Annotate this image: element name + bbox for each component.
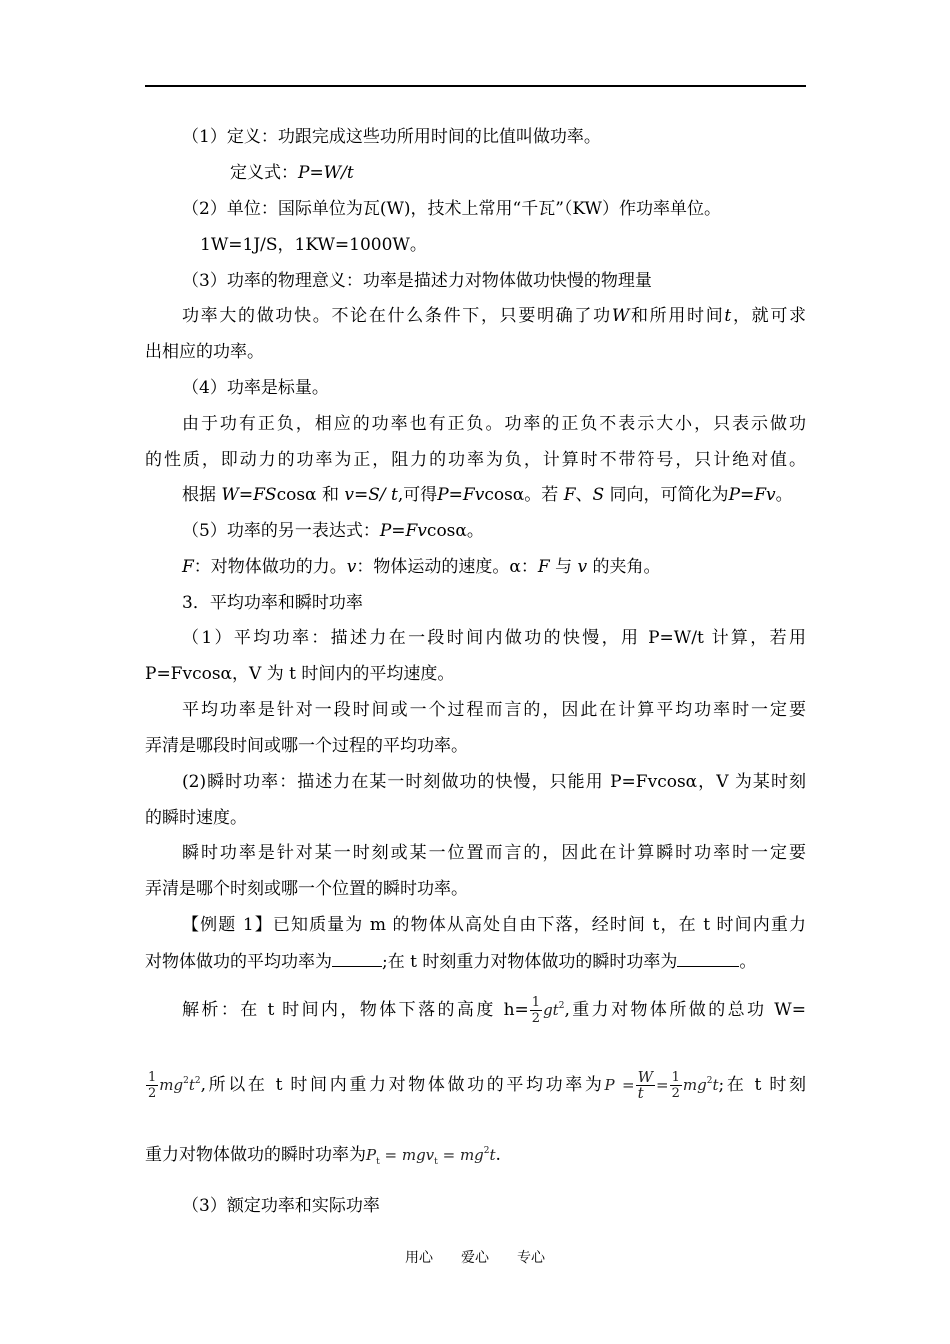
fraction-w-over-t: $\frac{W}{t}$ — [637, 1068, 654, 1102]
page-footer: 用心 爱心 专心 — [405, 1250, 545, 1266]
para-average-2: P=Fvcosα，V 为 t 时间内的平均速度。 — [145, 664, 455, 684]
para-unit: （2）单位：国际单位为瓦(W)，技术上常用“千瓦”（KW）作功率单位。 — [182, 199, 722, 219]
example-1-solution-2: $\frac{1}{2}$ $mg^2t^2$,所以在 t 时间内重力对物体做功的平均功率为P = $\frac{W}{t}$ = $\frac{1}{2}$ $mg^2t$;在 t 时刻 — [148, 1068, 806, 1102]
fraction-half: $\frac{1}{2}$ — [148, 1070, 157, 1101]
para-average-4: 弄清是哪段时间或哪一个过程的平均功率。 — [145, 736, 468, 756]
instant-power-formula: $P_t = mgv_t = mg^2t$ — [366, 1146, 496, 1167]
para-power-explain-2: 出相应的功率。 — [145, 342, 264, 362]
fraction-half: $\frac{1}{2}$ — [671, 1070, 680, 1101]
example-1-question-1: 【例题 1】已知质量为 m 的物体从高处自由下落，经时间 t，在 t 时间内重力 — [182, 915, 806, 935]
section-rated-power: （3）额定功率和实际功率 — [182, 1196, 380, 1216]
para-definition: （1）定义：功跟完成这些功所用时间的比值叫做功率。 — [182, 127, 601, 147]
para-power-explain-1: 功率大的做功快。不论在什么条件下，只要明确了功W和所用时间t，就可求 — [182, 306, 807, 326]
para-instant-3: 瞬时功率是针对某一时刻或某一位置而言的，因此在计算瞬时功率时一定要 — [182, 843, 806, 863]
fraction-half: $\frac{1}{2}$ — [531, 995, 541, 1026]
para-instant-4: 弄清是哪个时刻或哪一个位置的瞬时功率。 — [145, 879, 468, 899]
example-1-solution-3: 重力对物体做功的瞬时功率为$P_t = mgv_t = mg^2t$. — [145, 1145, 501, 1167]
para-average-1: （1）平均功率：描述力在一段时间内做功的快慢，用 P=W/t 计算，若用 — [182, 628, 806, 648]
para-scalar: （4）功率是标量。 — [182, 378, 329, 398]
para-sign-2: 的性质，即动力的功率为正，阻力的功率为负，计算时不带符号，只计绝对值。 — [145, 450, 806, 470]
example-1-solution-1: 解析：在 t 时间内，物体下落的高度 h= $\frac{1}{2}$ $gt^2$,重力对物体所做的总功 W= — [182, 995, 806, 1026]
para-unit-conversion: 1W=1J/S，1KW=1000W。 — [200, 235, 427, 255]
para-definition-formula: 定义式：P=W/t — [230, 163, 354, 183]
para-physical-meaning: （3）功率的物理意义：功率是描述力对物体做功快慢的物理量 — [182, 271, 652, 291]
para-alt-expression: （5）功率的另一表达式：P=Fvcosα。 — [182, 521, 484, 541]
header-rule — [145, 85, 806, 87]
para-average-3: 平均功率是针对一段时间或一个过程而言的，因此在计算平均功率时一定要 — [182, 700, 806, 720]
para-instant-1: (2)瞬时功率：描述力在某一时刻做功的快慢，只能用 P=Fvcosα，V 为某时刻 — [182, 772, 806, 792]
example-1-question-2: 对物体做功的平均功率为 ;在 t 时刻重力对物体做功的瞬时功率为 。 — [145, 952, 757, 972]
answer-blank-1 — [332, 950, 382, 967]
average-power-formula: P = — [604, 1076, 635, 1094]
para-instant-2: 的瞬时速度。 — [145, 808, 247, 828]
para-symbols: F：对物体做功的力。v：物体运动的速度。α：F 与 v 的夹角。 — [182, 557, 661, 577]
para-derivation: 根据 W=FScosα 和 v=S/ t,可得P=Fvcosα。若 F、S 同向，可简化为P=Fv。 — [182, 485, 793, 505]
para-sign-1: 由于功有正负，相应的功率也有正负。功率的正负不表示大小，只表示做功 — [182, 414, 806, 434]
section-heading-3: 3．平均功率和瞬时功率 — [182, 593, 363, 613]
answer-blank-2 — [677, 950, 739, 967]
